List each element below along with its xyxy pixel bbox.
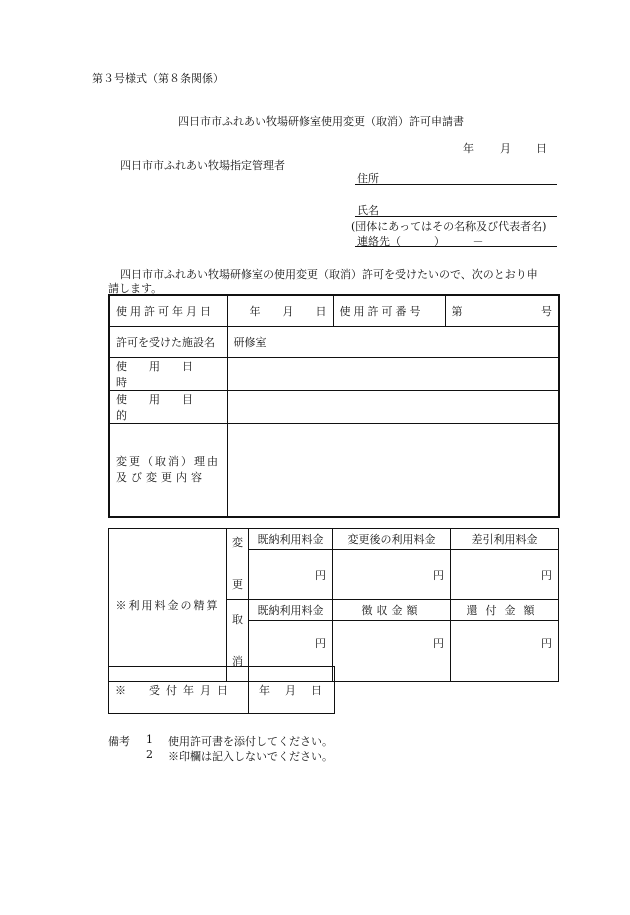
page-title: 四日市市ふれあい牧場研修室使用変更（取消）許可申請書 xyxy=(178,115,464,128)
yen-unit: 円 xyxy=(433,568,444,582)
date-day: 日 xyxy=(536,142,547,155)
facility-value: 研修室 xyxy=(233,336,267,349)
facility-field[interactable] xyxy=(227,327,559,358)
permit-date-field[interactable] xyxy=(227,295,333,327)
facility-label: 許可を受けた施設名 xyxy=(109,327,227,358)
use-datetime-label-text: 使用日時 xyxy=(116,360,215,389)
use-purpose-field[interactable] xyxy=(227,391,559,424)
date-year: 年 xyxy=(463,142,474,155)
change-char-2: 更 xyxy=(232,578,243,591)
new-fee-header: 変更後の利用料金 xyxy=(333,529,451,550)
refund-field[interactable] xyxy=(451,621,559,682)
address-line[interactable] xyxy=(355,184,557,185)
permit-no-suffix: 号 xyxy=(541,305,552,318)
note-number-2: 2 xyxy=(146,748,153,761)
name-label: 氏名 xyxy=(357,204,379,217)
table-row xyxy=(109,667,335,714)
cancel-char-1: 取 xyxy=(232,612,243,626)
yen-unit: 円 xyxy=(433,637,444,650)
name-line[interactable] xyxy=(355,216,557,217)
use-purpose-label-text: 使用目的 xyxy=(116,393,215,422)
table-row xyxy=(109,391,559,424)
change-char-1: 変 xyxy=(232,536,243,549)
permit-date-value: 年 月 日 xyxy=(249,305,327,318)
yen-unit: 円 xyxy=(315,568,326,582)
diff-fee-header: 差引利用料金 xyxy=(451,529,559,550)
collect-field[interactable] xyxy=(333,621,451,682)
addressee: 四日市市ふれあい牧場指定管理者 xyxy=(120,159,285,172)
receipt-date-field[interactable] xyxy=(249,667,335,714)
table-row xyxy=(109,358,559,391)
table-row xyxy=(109,295,559,327)
paid-fee-header: 既納利用料金 xyxy=(249,529,333,550)
reason-label-1: 変更（取消）理由 xyxy=(116,455,220,468)
receipt-table xyxy=(108,666,335,714)
use-datetime-field[interactable] xyxy=(227,358,559,391)
table-row xyxy=(109,529,559,550)
use-datetime-label xyxy=(109,358,227,391)
note-text-2: ※印欄は記入しないでください。 xyxy=(168,750,333,763)
reason-label xyxy=(109,424,227,518)
yen-unit: 円 xyxy=(541,637,552,650)
table-row xyxy=(109,327,559,358)
permit-no-prefix: 第 xyxy=(451,305,463,318)
receipt-date-value: 年 月 日 xyxy=(259,684,324,697)
paid-fee-header-cancel: 既納利用料金 xyxy=(249,600,333,621)
date-month: 月 xyxy=(500,142,511,155)
collect-header: 徴収金額 xyxy=(333,600,451,621)
change-vertical-label xyxy=(227,529,249,600)
notes-head: 備考 xyxy=(108,735,130,748)
refund-header: 還付金額 xyxy=(451,600,559,621)
intro-text-1: 四日市市ふれあい牧場研修室の使用変更（取消）許可を受けたいので、次のとおり申 xyxy=(120,268,538,281)
name-note: (団体にあってはその名称及び代表者名) xyxy=(351,220,547,233)
reason-label-2: 及び変更内容 xyxy=(116,471,206,484)
intro-text-2: 請します。 xyxy=(108,282,163,295)
cancel-char-2: 消 xyxy=(232,654,243,668)
fee-settlement-table xyxy=(108,528,559,682)
reason-field[interactable] xyxy=(227,424,559,518)
permit-date-label xyxy=(109,295,227,327)
address-label: 住所 xyxy=(357,172,379,185)
contact-label: 連絡先（ ） － xyxy=(357,235,484,248)
application-table xyxy=(108,294,560,518)
diff-fee-field[interactable] xyxy=(451,550,559,600)
yen-unit: 円 xyxy=(541,568,552,582)
receipt-label: ※ 受付年月日 xyxy=(109,667,249,714)
permit-no-label xyxy=(333,295,445,327)
permit-no-field[interactable] xyxy=(445,295,559,327)
contact-line[interactable] xyxy=(355,246,557,247)
new-fee-field[interactable] xyxy=(333,550,451,600)
permit-date-label-text: 使用許可年月日 xyxy=(116,305,214,318)
yen-unit: 円 xyxy=(315,637,326,650)
use-purpose-label xyxy=(109,391,227,424)
paid-fee-field[interactable] xyxy=(249,550,333,600)
fee-row-label: ※利用料金の精算 xyxy=(109,529,227,682)
form-number: 第３号様式（第８条関係） xyxy=(92,72,224,85)
permit-no-label-text: 使用許可番号 xyxy=(339,305,424,318)
note-text-1: 使用許可書を添付してください。 xyxy=(168,735,333,748)
table-row xyxy=(109,424,559,518)
note-number-1: 1 xyxy=(146,733,153,746)
